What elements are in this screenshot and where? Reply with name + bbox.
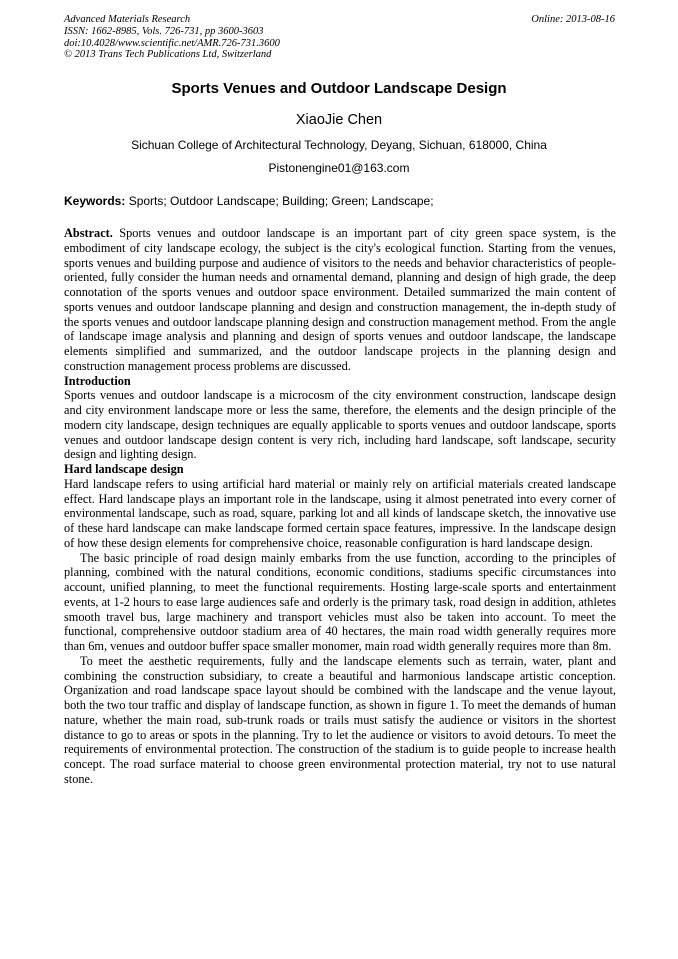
keywords bbox=[64, 194, 616, 208]
hard-landscape-paragraph-3: To meet the aesthetic requirements, fully and the landscape elements such as terrain, water, plant and combining the construction subsidiary, to create a beautiful and harmonious landscape artistic conception. Organization and road landscape space layout should be combined with the landscape and the venue layout, both the two tour traffic and display of landscape function, as shown in figure 1. To meet the demands of human nature, whether the main road, sub-trunk roads or trails must satisfy the audience or visitors in the shortest distance to go to areas or spots in the planning. Try to let the audience or visitors to avoid detours. To meet the requirements of environmental protection. The construction of the stadium is to guide people to increase health concept. The road surface material to choose green environmental protection material, try not to use natural stone. bbox=[64, 653, 616, 786]
author-name: XiaoJie Chen bbox=[295, 112, 383, 128]
hard-landscape-paragraph-1: Hard landscape refers to using artificial hard material or mainly rely on artificial materials created landscape effect. Hard landscape plays an important role in the landscape, using it almost penetrated into every corner of environmental landscape, such as road, square, parking lot and all kinds of landscape sketch, the innovative use of these hard landscape can make landscape formed certain space features, impressive. In the landscape design of how these design elements for comprehensive choice, reasonable configuration is hard landscape design. bbox=[64, 476, 616, 550]
journal-doi: doi:10.4028/www.scientific.net/AMR.726-731.3600 bbox=[64, 37, 280, 49]
journal-name: Advanced Materials Research bbox=[64, 14, 191, 25]
abstract-paragraph bbox=[64, 226, 616, 374]
abstract-text: Sports venues and outdoor landscape is an important part of city green space system, is the embodiment of city landscape ecology, the subject is the city's ecological function. Starting from the venues, sports venues and building purpose and audience of visitors to the needs and behavior characteristics of people-oriented, fully consider the human needs and ornamental demand, planning and design of high grade, the deep connotation of the sports venues and outdoor space environment. Detailed summarized the main content of sports venues and outdoor landscape planning and design and construction management, the in-depth study of the sports venues and outdoor landscape planning design and construction management method. From the angle of landscape image analysis and planning and design of sports venues and outdoor landscape, the landscape elements simplified and summarized, and the outdoor landscape projects in the planning design and construction management process problems are discussed. bbox=[64, 226, 616, 373]
author-email: Pistonengine01@163.com bbox=[268, 161, 410, 175]
journal-header bbox=[64, 14, 280, 61]
paper-body bbox=[64, 226, 616, 787]
hard-landscape-heading: Hard landscape design bbox=[64, 462, 184, 476]
keywords-text: Sports; Outdoor Landscape; Building; Green; Landscape; bbox=[125, 194, 434, 208]
keywords-label: Keywords: bbox=[64, 194, 126, 208]
introduction-heading: Introduction bbox=[64, 373, 131, 388]
journal-copyright: © 2013 Trans Tech Publications Ltd, Switzerland bbox=[64, 49, 272, 61]
abstract-label: Abstract. bbox=[64, 226, 113, 240]
paper-title: Sports Venues and Outdoor Landscape Design bbox=[171, 80, 507, 97]
author-affiliation: Sichuan College of Architectural Technology, Deyang, Sichuan, 618000, China bbox=[131, 138, 547, 152]
journal-issn: ISSN: 1662-8985, Vols. 726-731, pp 3600-3603 bbox=[64, 25, 264, 37]
hard-landscape-paragraph-2: The basic principle of road design mainly embarks from the use function, according to the principles of planning, combined with the natural conditions, economic conditions, stadiums specific circumstances into account, unified planning, to meet the functional requirements. Hosting large-scale sports and entertainment events, at 1-2 hours to ease large audiences safe and orderly is the primary task, road design in addition, athletes smooth travel bus, large machinery and transport vehicles must also be taken into account. To meet the functional, comprehensive outdoor stadium area of 40 hectares, the main road width generally requires more than 6m, venues and outdoor buffer space smaller monomer, main road width generally requires more than 8m. bbox=[64, 550, 616, 653]
introduction-paragraph: Sports venues and outdoor landscape is a microcosm of the city environment construction, landscape design and city environment landscape more or less the same, therefore, the elements and the design principle of the modern city landscape, design techniques are equally applicable to sports venues and outdoor landscape, sports venues and outdoor landscape design content is very rich, including hard landscape, soft landscape, security design and lighting design. bbox=[64, 388, 616, 462]
online-date: Online: 2013-08-16 bbox=[531, 14, 615, 25]
